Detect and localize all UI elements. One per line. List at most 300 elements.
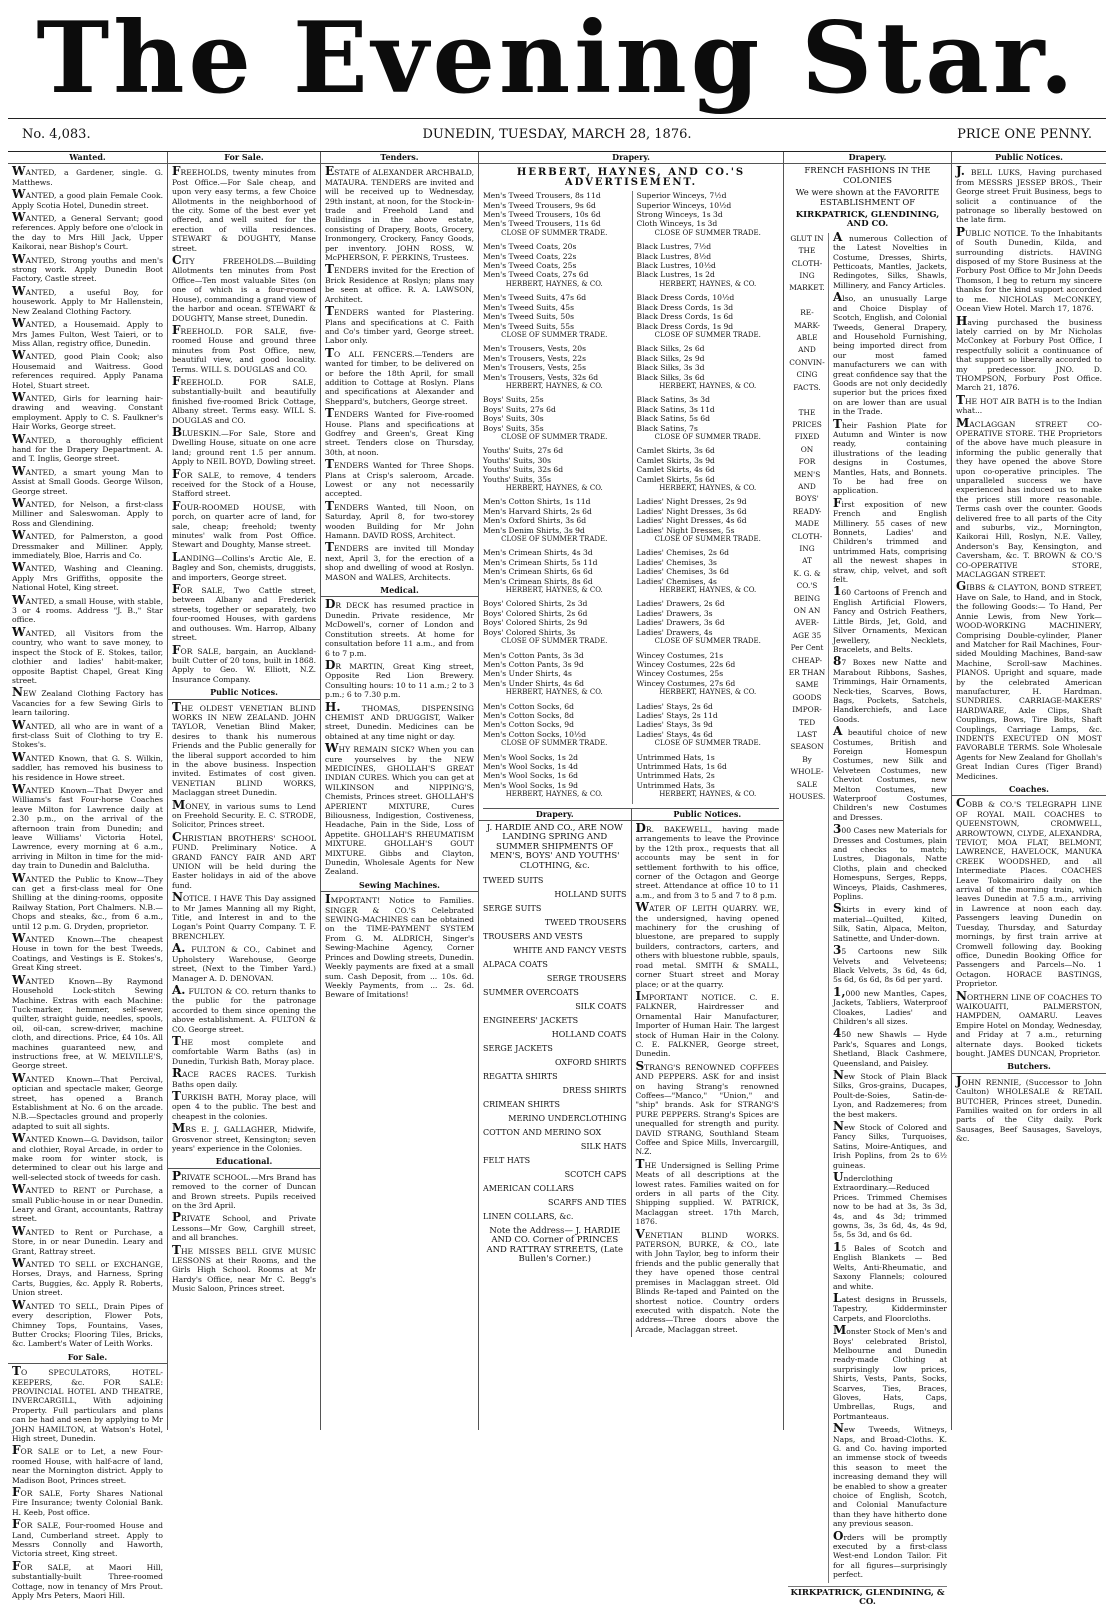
- for-sale-ad: FOR SALE, bargain, an Auckland-built Cutter of 20 tons, built in 1868. Apply to Geo. W. Elliott, N.Z. Insurance Company.: [172, 642, 316, 684]
- fashion-paragraph: Skirts in every kind of material—Quilted, Kilted, Silk, Satin, Alpaca, Melton, Satinette, and Under-down.: [833, 901, 947, 943]
- public-notice-ad: A. FULTON & CO., Cabinet and Upholstery Warehouse, George street, (Next to the Timber Yard.) Manager A. D. DENOVAN.: [172, 941, 316, 983]
- educational-ad: PRIVATE SCHOOL.—Mrs Brand has removed to the corner of Duncan and Brown streets. Pupils received on the 3rd April.: [172, 1168, 316, 1211]
- sidebar-word: RE-: [800, 308, 814, 318]
- price-block: [483, 548, 626, 595]
- price-block-footer: HERBERT, HAYNES, & CO.: [659, 688, 757, 697]
- price-line: Men's Cotton Pants, 3s 3d: [483, 650, 584, 660]
- price-line: Men's Cotton Pants, 3s 9d: [483, 659, 584, 669]
- sidebar-word: BOYS': [795, 494, 819, 504]
- fashion-paragraph: New Stock of Colored and Fancy Silks, Turquoises, Satins, Moire-Antiques, and Irish Poplins, from 2s to 6½ guineas.: [833, 1119, 947, 1170]
- price-block: [483, 191, 626, 238]
- wanted-ad: WANTED, for Palmerston, a good Dressmaker and Milliner. Apply, immediately, Bloe, Harris and Co.: [12, 528, 163, 561]
- price-line: Men's Under Shirts, 4s 6d: [483, 678, 585, 688]
- fashions-intro: We were shown at the FAVORITE ESTABLISHMENT OF: [795, 188, 940, 208]
- price-block-footer: HERBERT, HAYNES, & CO.: [505, 484, 603, 492]
- fashion-paragraph: 1,000 new Mantles, Capes, Jackets, Tabliers, Waterproof Cloakes, Ladies' and Children's all sizes.: [833, 984, 947, 1026]
- price-line: Men's Cotton Socks, 8d: [483, 710, 574, 720]
- price-line: Men's Under Shirts, 4s: [483, 669, 572, 679]
- issue-number: No. 4,083.: [22, 127, 91, 142]
- fashion-paragraph: 450 new Shawls — Hyde Park's, Squares and Longs, Shetland, Black Cashmere, Queensland, and Paisley.: [833, 1026, 947, 1068]
- public-notice-ad: A. FULTON & CO. return thanks to the public for the patronage accorded to them since opening the above establishment. A. FULTON & CO. George street.: [172, 982, 316, 1034]
- price-block-footer: CLOSE OF SUMMER TRADE.: [654, 739, 761, 748]
- sidebar-word: AT: [802, 556, 812, 566]
- section-head-sewing-machines: Sewing Machines.: [321, 880, 478, 892]
- dateline: [8, 118, 1106, 152]
- wanted-ad: WANTED Known, that G. S. Wilkin, saddler, has removed his business to his residence in Howe street.: [12, 749, 163, 782]
- public-notice-ad: MRS E. J. GALLAGHER, Midwife, Grosvenor street, Kensington; seven years' experience in the Colonies.: [172, 1121, 316, 1153]
- sidebar-word: SALE: [796, 779, 818, 789]
- public-notice-ad: STRANG'S RENOWNED COFFEES AND PEPPERS. ASK for and insist on having Strang's renowned Coffees—"Manco," "Union," and "ship" brands. Ask for STRANG'S PURE PEPPERS. Strang's Spices are unequalled for strength and purity. DAVID STRANG, Southland Steam Coffee and Spice Mills, Invercargill, N.Z.: [635, 1058, 779, 1157]
- section-head-drapery-3: Drapery.: [784, 152, 951, 164]
- wanted-ad: WANTED, for Nelson, a first-class Milliner and Saleswoman. Apply to Ross and Glendining.: [12, 496, 163, 528]
- clothing-item: DRESS SHIRTS: [562, 1086, 627, 1096]
- price-line: Wincey Costumes, 25s: [636, 669, 724, 679]
- price-block-footer: CLOSE OF SUMMER TRADE.: [501, 432, 608, 441]
- section-head-for-sale-2: For Sale.: [168, 152, 320, 164]
- section-head-educational: Educational.: [168, 1156, 320, 1168]
- public-notice-ad: THE Undersigned is Selling Prime Meats of all descriptions at the lowest rates. Families waited on for orders in all parts of the City. Shipping supplied. W. PATRICK, Maclaggan street. 17th March, 1876.: [635, 1156, 779, 1227]
- public-notice-ad: THE HOT AIR BATH is to the Indian what...: [956, 392, 1102, 416]
- price-block: [637, 548, 780, 595]
- price-line: Black Lustres, 10½d: [636, 261, 716, 271]
- price-line: Black Dress Cords, 1s 9d: [636, 321, 734, 331]
- price-line: Ladies' Night Dresses, 4s 6d: [636, 516, 747, 526]
- masthead: [0, 0, 1114, 118]
- wanted-ad: WANTED to RENT or Purchase, a small Public-house in or near Dunedin. Leary and Grant, accountants, Rattray street.: [12, 1182, 163, 1224]
- price-line: Men's Tweed Trousers, 8s 11d: [483, 191, 601, 201]
- page-columns: [8, 152, 1106, 1608]
- public-notice-ad: GIBBS & CLAYTON, BOND STREET, Have on Sale, to Hand, and in Stock, the following Goods:— To Hand, Per Annie Lewis, from New York— WOOD-WORKING MACHINERY, Comprising Double-cylinder, Planer and Matcher for Rail Machines, Four-sided Moulding Machines, Band-saw Machine, Scroll-saw Machines. PIANOS. Upright and square, made by the celebrated American manufacturer, H. Hardman. SUNDRIES. CARRIAGE-MAKERS' HARDWARE, Axle Clips, Shaft Couplings, Bows, Tire Bolts, Shaft Couplings, Carriage Lamps, &c. INDENTS EXECUTED ON MOST FAVORABLE TERMS. Sole Wholesale Agents for New Zealand for Ghollah's Great Indian Cures (Tiger Brand) Medicines.: [956, 579, 1102, 781]
- wanted-ad: NEW Zealand Clothing Factory has Vacancies for a few Sewing Girls to learn tailoring.: [12, 685, 163, 718]
- public-notice-ad: WATER OF LEITH QUARRY. WE, the undersigned, having opened machinery for the crushing of bluestone, are prepared to supply builders, contractors, carters, and others with bluestone rubble, spauls, road metal. SMITH & SMALL, corner Stuart street and Moray place; or at the quarry.: [635, 900, 779, 989]
- wanted-ad: WANTED, a General Servant; good references. Apply before one o'clock in the day to Mrs Hill Jack, Upper Kaikorai, near Bishop's Court.: [12, 210, 163, 252]
- wanted-ad: WANTED, a thoroughly efficient hand for the Drapery Department. A. and T. Inglis, George street.: [12, 431, 163, 464]
- public-notice-ad: Having purchased the business lately carried on by Mr Nicholas McConkey at Forbury Post Office, I respectfully solicit a continuance of that support so liberally accorded to my predecessor. JNO. D. THOMPSON, Forbury Post Office. March 21, 1876.: [956, 313, 1102, 393]
- price-line: Youths' Suits, 32s 6d: [483, 465, 564, 475]
- price-line: Black Lustres, 1s 2d: [636, 270, 715, 280]
- price-line: Untrimmed Hats, 1s 6d: [636, 761, 727, 771]
- sidebar-word: READY-: [792, 506, 822, 516]
- for-sale-ad: FREEHOLDS, twenty minutes from Post Office.—For Sale cheap, and upon very easy terms, a few Choice Allotments in the neighborhood of the city. Some of the best ever yet offered, and well suited for the erection of villa residences. STEWART & DOUGHTY, Manse street.: [172, 164, 316, 253]
- price-block: [637, 702, 780, 749]
- fashion-paragraph: 15 Bales of Scotch and English Blankets — Bed Welts, Anti-Rheumatic, and Saxony Flannels; coloured and white.: [833, 1239, 947, 1291]
- wanted-ad: WANTED, Strong youths and men's strong work. Apply Dunedin Boot Factory, Castle street.: [12, 251, 163, 284]
- price-line: Black Satins, 3s 3d: [636, 395, 710, 405]
- sidebar-word: FIXED: [794, 432, 820, 442]
- section-head-medical: Medical.: [321, 585, 478, 597]
- price-line: Ladies' Stays, 2s 6d: [636, 701, 713, 711]
- price-line: Men's Tweed Coats, 27s 6d: [483, 270, 589, 280]
- wanted-ad: WANTED TO SELL, Drain Pipes of every description, Flower Pots, Chimney Tops, Fountains, Vases, Butter Crocks; Flooring Tiles, Bricks, &c. Lambert's Water of Leith Works.: [12, 1297, 163, 1349]
- price-line: Ladies' Night Dresses, 3s 6d: [636, 506, 747, 516]
- tender-ad: TENDERS Wanted for Five-roomed House. Plans and specifications at Godfrey and Green's, Great King street. Tenders close on Thursday, 30th, at noon.: [325, 406, 474, 457]
- clothing-item: ALPACA COATS: [483, 960, 548, 970]
- price-line: Ladies' Drawers, 4s: [636, 627, 713, 637]
- tender-ad: TENDERS invited for the Erection of Brick Residence at Roslyn; plans may be seen at office. R. A. LAWSON, Architect.: [325, 262, 474, 304]
- price-line: Black Silks, 3s 6d: [636, 372, 705, 382]
- price-line: Men's Wool Socks, 1s 2d: [483, 752, 579, 762]
- fashions-title: FRENCH FASHIONS IN THE COLONIES: [804, 166, 931, 186]
- price-line: Camlet Skirts, 3s 9d: [636, 455, 715, 465]
- fashion-paragraph: Their Fashion Plate for Autumn and Winter is now ready, containing illustrations of the leading designs in Costumes, Mantles, Hats, and Bonnets. To be had free on application.: [833, 416, 947, 496]
- clothing-item: SILK COATS: [575, 1002, 627, 1012]
- educational-ad: PRIVATE School, and Private Lessons—Mr Gow, Carghill street, and all branches.: [172, 1210, 316, 1243]
- price-line: Men's Trousers, Vests, 32s 6d: [483, 372, 599, 382]
- sidebar-word: THE: [798, 407, 816, 417]
- price-line: Men's Crimean Shirts, 4s 3d: [483, 548, 593, 558]
- public-notice-ad: MACLAGGAN STREET CO-OPERATIVE STORE. THE Proprietors of the above have much pleasure in informing the public generally that they have opened the above Store upon co-operative principles. The unparalleled success we have experienced has induced us to make the prices still more reasonable. Terms cash over the counter. Goods delivered free to all parts of the City and suburbs, viz., Mornington, Kaikorai Hill, Roslyn, N.E. Valley, Anderson's Bay, Kensington, and Caversham, &c. T. BROWN & CO.'S CO-OPERATIVE STORE, MACLAGGAN STREET.: [956, 415, 1102, 580]
- price-line: Men's Tweed Suits, 55s: [483, 321, 574, 331]
- fashion-paragraph: First exposition of new French and English Millinery. 55 cases of new Bonnets, Ladies' and Children's trimmed and untrimmed Hats, comprising all the newest shapes in straw, chip, velvet, and soft felt.: [833, 495, 947, 585]
- sidebar-word: WHOLE-: [790, 767, 824, 777]
- price-line: Wincey Costumes, 22s 6d: [636, 659, 736, 669]
- public-notice-ad: MONEY, in various sums to Lend on Freehold Security. E. C. STRODE, Solicitor, Princes street.: [172, 797, 316, 830]
- column-tenders: [321, 152, 479, 1430]
- price-line: Black Dress Cords, 1s 3d: [636, 302, 734, 312]
- column-public-notices: [952, 152, 1106, 1430]
- tender-ad: TO ALL FENCERS.—Tenders are wanted for timber, to be delivered on or before the 18th April, for small addition to Cottage at Roslyn. Plans and specifications at Alexander and Sheppard's, butchers, George street.: [325, 345, 474, 406]
- wanted-ad: WANTED, a small House, with stable, 3 or 4 rooms. Address "J. B.," Star office.: [12, 592, 163, 625]
- price-block-footer: CLOSE OF SUMMER TRADE.: [654, 535, 761, 544]
- medical-ad: DR DECK has resumed practice in Dunedin. Private residence, Mr McDowell's, corner of London and Constitution streets. At home for consultation before 11 a.m., and from 6 to 7 p.m.: [325, 597, 474, 658]
- price-line: Men's Tweed Coats, 22s: [483, 251, 577, 261]
- column-kirkpatrick: [784, 152, 952, 1608]
- price-block-footer: CLOSE OF SUMMER TRADE.: [501, 330, 608, 339]
- sidebar-word: K. G. &: [793, 568, 821, 578]
- price-block: [637, 242, 780, 289]
- column-herbert-haynes: [479, 152, 784, 1430]
- public-notice-ad: PUBLIC NOTICE. To the Inhabitants of South Dunedin, Kilda, and surrounding districts. HAVING disposed of my Store Business at the Forbury Post Office to Mr John Deeds Thomson, I beg to return my sincere thanks for the kind support accorded to me. NICHOLAS McCONKEY, Ocean View Hotel. March 17, 1876.: [956, 224, 1102, 314]
- clothing-item: AMERICAN COLLARS: [483, 1184, 575, 1194]
- public-notice-ad: THE most complete and comfortable Warm Baths (as) in Dunedin, Turkish Bath, Moray place.: [172, 1033, 316, 1066]
- price-line: Men's Denim Shirts, 3s 9d: [483, 525, 585, 535]
- sidebar-word: [788, 394, 826, 406]
- price-line: Ladies' Drawers, 3s: [636, 608, 713, 618]
- price-line: Black Silks, 2s 9d: [636, 353, 705, 363]
- price-line: Men's Harvard Shirts, 2s 6d: [483, 506, 592, 516]
- for-sale-ad: BLUESKIN.—For Sale, Store and Dwelling House, situate on one acre land; ground rent 1.5 per annum. Apply to NEIL BOYD, Dowling street.: [172, 424, 316, 467]
- price-line: Black Silks, 3s 3d: [636, 363, 705, 373]
- price-block-footer: CLOSE OF SUMMER TRADE.: [501, 637, 608, 646]
- sidebar-word: CING: [796, 370, 818, 380]
- fashion-paragraph: 160 Cartoons of French and English Artificial Flowers, Fancy and Ostrich Feathers, Little Birds, Jet, Gold, and Silver Ornaments, Mexican Jewellery, Necklets, Bracelets, and Belts.: [833, 584, 947, 654]
- price-block: [483, 242, 626, 289]
- wanted-ad: WANTED, a useful Boy, for housework. Apply to Mr Hallenstein, New Zealand Clothing Factory.: [12, 283, 163, 316]
- clothing-item: CRIMEAN SHIRTS: [483, 1100, 560, 1110]
- price-line: Boys' Suits, 35s: [483, 423, 544, 433]
- sidebar-word: TED: [798, 717, 816, 727]
- for-sale-ad: FREEHOLD. FOR SALE, five-roomed House and ground three minutes from Post Office, new, beautiful view, and good locality. Terms. WILL S. DOUGLAS and CO.: [172, 322, 316, 374]
- tender-ad: ESTATE of ALEXANDER ARCHBALD, MATAURA. TENDERS are invited and will be received up to Wednesday, 29th instant, at noon, for the Stock-in-trade and Freehold Land and Buildings in the above estate, consisting of Drapery, Boots, Grocery, Ironmongery, Crockery, Fancy Goods, per inventory. JOHN ROSS, W. McPHERSON, F. PERKINS, Trustees.: [325, 164, 474, 263]
- price-block: [483, 702, 626, 749]
- butcher-ad: JOHN RENNIE, (Successor to John Caulton) WHOLESALE & RETAIL BUTCHER, Princes street, Dunedin. Families waited on for orders in all parts of the City daily. Pork Sausages, Beef Sausages, Saveloys, &c.: [956, 1073, 1102, 1144]
- wanted-ad: WANTED the Public to Know—They can get a first-class meal for One Shilling at the dining-rooms, opposite Railway Station, Port Chalmers. N.B.—Chops and steaks, &c., from 6 a.m., until 12 p.m. G. Dryden, proprietor.: [12, 870, 163, 931]
- wanted-ad: WANTED, a smart young Man to Assist at Small Goods. George Wilson, George street.: [12, 463, 163, 496]
- price-line: Men's Wool Socks, 1s 4d: [483, 761, 579, 771]
- clothing-item: SUMMER OVERCOATS: [483, 988, 579, 998]
- price-block-footer: HERBERT, HAYNES, & CO.: [505, 586, 603, 595]
- section-head-drapery: Drapery.: [479, 152, 783, 164]
- price-line: Youths' Suits, 35s: [483, 474, 552, 484]
- clothing-item: COTTON AND MERINO SOX: [483, 1128, 602, 1138]
- price-line: Men's Wool Socks, 1s 6d: [483, 771, 579, 781]
- price-line: Camlet Skirts, 4s 6d: [636, 465, 715, 475]
- fashion-paragraph: 35 Cartoons new Silk Velvets and Velveteens; Black Velvets, 3s 6d, 4s 6d, 5s 6d, 6s 6d, 8s 6d per yard.: [833, 943, 947, 985]
- clothing-item: WHITE AND FANCY VESTS: [513, 946, 627, 956]
- price-line: Ladies' Drawers, 3s 6d: [636, 618, 725, 628]
- section-head-drapery-2: Drapery.: [479, 809, 631, 821]
- price-block-footer: HERBERT, HAYNES, & CO.: [505, 381, 603, 390]
- price-block-footer: CLOSE OF SUMMER TRADE.: [654, 637, 761, 646]
- sidebar-word: [788, 295, 826, 307]
- sewing-machine-ad: IMPORTANT! Notice to Families. SINGER & CO.'S Celebrated SEWING-MACHINES can be obtained on the TIME-PAYMENT SYSTEM From G. M. ALDRICH, Singer's Sewing-Machine Agency, Corner Princes and Dowling streets, Dunedin. Weekly payments are fixed at a small sum. Cash Deposit, from ... 10s. 6d. Weekly Payments, from ... 2s. 6d. Beware of Imitations!: [325, 892, 474, 1000]
- section-head-public-notices-3: Public Notices.: [952, 152, 1106, 164]
- price-line: Men's Tweed Trousers, 10s 6d: [483, 210, 601, 220]
- price-line: Men's Trousers, Vests, 25s: [483, 363, 586, 373]
- price-block: [483, 293, 626, 340]
- price-line: Ladies' Chemises, 3s: [636, 557, 717, 567]
- price-line: Men's Cotton Socks, 9d: [483, 720, 574, 730]
- fashion-paragraph: 300 Cases new Materials for Dresses and Costumes, plain and checks to match; Lustres, Diagonals, Natte Cloths, plain and checked Homespuns, Serges, Repps, Winceys, Plaids, Cashmeres, Poplins.: [833, 822, 947, 902]
- wanted-ad: WANTED, all Visitors from the country, who want to save money, to inspect the Stock of E. Stokes, tailor, clothier and ladies' habit-maker, opposite Baptist Chapel, Great King street.: [12, 624, 163, 685]
- sidebar-word: By: [802, 754, 812, 764]
- price-line: Untrimmed Hats, 3s: [636, 780, 715, 790]
- price-line: Ladies' Chemises, 3s 6d: [636, 567, 730, 577]
- price-line: Ladies' Stays, 4s 6d: [636, 729, 713, 739]
- public-notice-ad: DR. BAKEWELL, having made arrangements to leave the Province by the 12th prox., requests that all accounts may be sent in for settlement forthwith to his office, corner of the Octagon and George street. Attendance at office 10 to 11 a.m., and from 3 to 5 and 7 to 8 p.m.: [635, 821, 779, 900]
- sidebar-word: MADE: [794, 519, 820, 529]
- clothing-item: TWEED SUITS: [483, 876, 544, 886]
- price-line: Men's Tweed Coats, 25s: [483, 261, 577, 271]
- public-notice-ad: RACE RACES RACES. Turkish Baths open daily.: [172, 1066, 316, 1089]
- clothing-item: SERGE JACKETS: [483, 1044, 553, 1054]
- price-line: Boys' Colored Shirts, 2s 9d: [483, 618, 588, 628]
- clothing-item: SCARFS AND TIES: [547, 1198, 627, 1208]
- wanted-ad: WANTED, a Gardener, single. G. Matthews.: [12, 164, 163, 187]
- price-line: Men's Tweed Coats, 20s: [483, 242, 577, 252]
- price-line: Men's Tweed Trousers, 9s 6d: [483, 200, 596, 210]
- price-line: Men's Wool Socks, 1s 9d: [483, 780, 579, 790]
- price: PRICE ONE PENNY.: [957, 127, 1092, 142]
- price-line: Black Silks, 2s 6d: [636, 344, 705, 354]
- medical-ad: DR MARTIN, Great King street, Opposite Red Lion Brewery. Consulting hours: 10 to 11 a.m.; 2 to 3 p.m.; 6 to 7.30 p.m.: [325, 657, 474, 700]
- price-line: Boys' Colored Shirts, 2s 3d: [483, 599, 588, 609]
- kirkpatrick-firm: KIRKPATRICK, GLENDINING, AND CO.: [795, 210, 940, 230]
- price-line: Camlet Skirts, 5s 6d: [636, 474, 715, 484]
- price-block-footer: CLOSE OF SUMMER TRADE.: [501, 739, 608, 748]
- price-line: Black Dress Cords, 1s 6d: [636, 312, 734, 322]
- sidebar-word: ING: [799, 271, 815, 281]
- price-line: Black Lustres, 8½d: [636, 251, 712, 261]
- clothing-item: LINEN COLLARS, &c.: [483, 1212, 574, 1222]
- sidebar-word: BEING: [793, 593, 821, 603]
- price-line: Men's Cotton Shirts, 1s 11d: [483, 497, 591, 507]
- price-block-footer: HERBERT, HAYNES, & CO.: [659, 586, 757, 595]
- for-sale-ad: FREEHOLD. FOR SALE, substantially-built and beautifully finished five-roomed Brick Cottage, Albany street. Terms easy. WILL S. DOUGLAS and CO.: [172, 373, 316, 425]
- clothing-item: SERGE TROUSERS: [546, 974, 627, 984]
- price-line: Cloth Winceys, 1s 3d: [636, 219, 718, 229]
- sidebar-word: IMPOR-: [792, 705, 822, 715]
- price-block-footer: HERBERT, HAYNES, & CO.: [659, 790, 757, 799]
- price-block: [483, 497, 626, 544]
- price-line: Youths' Suits, 27s 6d: [483, 446, 564, 456]
- wanted-ad: WANTED Known—By Raymond Household Lock-stitch Sewing Machine. Extras with each Machine: Tuck-marker, hemmer, self-sewer, quilter, straight guide, needles, spools, oil, oil-can, screw-driver, machine cloth, and directions. Price, £4 10s. All machines guaranteed new, and instructions free, at W. MELVILLE'S, George street.: [12, 972, 163, 1071]
- price-line: Men's Tweed Trousers, 11s 6d: [483, 219, 601, 229]
- price-line: Boys' Colored Shirts, 2s 6d: [483, 608, 588, 618]
- public-notice-ad: THE OLDEST VENETIAN BLIND WORKS IN NEW ZEALAND. JOHN TAYLOR, Venetian Blind Maker, desires to thank his numerous Friends and the Public generally for the liberal support accorded to him in the above business. Inspection invited. Estimates of cost given. VENETIAN BLIND WORKS, Maclaggan street Dunedin.: [172, 699, 316, 798]
- sidebar-word: ON AN: [793, 606, 821, 615]
- fashion-paragraph: A numerous Collection of the Latest Novelties in Costume, Dresses, Shirts, Petticoats, Mantles, Jackets, Redingotes, Silks, Shawls, Millinery, and Fancy Articles.: [833, 229, 947, 290]
- price-line: Black Dress Cords, 10½d: [636, 293, 735, 303]
- wanted-ad: WANTED Known—That Percival, optician and spectacle maker, George street, has opened a Branch Establishment at No. 6 on the arcade. N.B.—Spectacles ground and properly adapted to suit all sights.: [12, 1070, 163, 1131]
- wanted-ad: WANTED TO SELL or EXCHANGE, Horses, Drays, and Harness, Spring Carts, Buggies, &c. Apply R. Roberts, Union street.: [12, 1256, 163, 1298]
- fashion-paragraph: New Tweeds, Witneys, Naps, and Broad-Cloths. K. G. and Co. having imported an immense stock of tweeds this season to meet the increasing demand they will be enabled to show a greater choice of English, Scotch, and Colonial Manufacture than they have hitherto done any previous season.: [833, 1421, 947, 1529]
- for-sale-ad: LANDING—Collins's Arctic Ale, E. Bagley and Son, chemists, druggists, and importers, George street.: [172, 549, 316, 582]
- sidebar-word: HOUSES.: [788, 792, 826, 802]
- place-date: DUNEDIN, TUESDAY, MARCH 28, 1876.: [422, 127, 692, 142]
- clothing-item: SCOTCH CAPS: [564, 1170, 627, 1180]
- section-head-tenders: Tenders.: [321, 152, 478, 164]
- for-sale-ad: FOUR-ROOMED HOUSE, with porch, on quarter acre of land, for sale, cheap; freehold; twenty minutes' walk from Post Office. Stewart and Doughty, Manse street.: [172, 498, 316, 550]
- price-line: Superior Winceys, 10½d: [636, 200, 732, 210]
- clothing-item: TWEED TROUSERS: [544, 918, 627, 928]
- price-block: [483, 446, 626, 493]
- price-block-footer: HERBERT, HAYNES, & CO.: [505, 688, 603, 697]
- fashion-paragraph: Also, an unusually Large and Choice Display of Scotch, English, and Colonial Tweeds, General Drapery, and Household Furnishing, being imported direct from our most famed manufacturers we can with great confidence say that the Goods are not only decidedly superior but the prices fixed on are lower than are usual in the Trade.: [833, 290, 947, 417]
- price-line: Wincey Costumes, 27s 6d: [636, 678, 736, 688]
- sidebar-word: AVER-: [795, 618, 819, 628]
- clothing-item: OXFORD SHIRTS: [554, 1058, 627, 1068]
- wanted-ad: WANTED, all who are in want of a first-class Suit of Clothing to try E. Stokes's.: [12, 717, 163, 750]
- sidebar-word: AGE 35: [792, 630, 822, 640]
- sidebar-word: CLOTH-: [791, 531, 823, 541]
- section-head-public-notices: Public Notices.: [168, 687, 320, 699]
- sidebar-word: THE: [798, 246, 816, 256]
- for-sale-ad: FOR SALE, to remove, 4 tenders received for the Stock of a House, Stafford street.: [172, 466, 316, 499]
- fashion-paragraph: New Stock of Plain Black Silks, Gros-grains, Ducapes, Poult-de-Soies, Satin-de-Lyon, and Radzemeres; from the best makers.: [833, 1067, 947, 1119]
- sidebar-word: ER THAN: [788, 668, 826, 678]
- fashion-paragraph: A beautiful choice of new Costumes, British and Foreign Homespun Costumes, new Silk and Velveteen Costumes, new Cheviot Costumes, new Melton Costumes, new Waterproof Costumes, Children's new Costumes and Dresses.: [833, 724, 947, 822]
- clothing-item: SERGE SUITS: [483, 904, 542, 914]
- sidebar-word: GLUT IN: [790, 233, 824, 243]
- price-block-footer: CLOSE OF SUMMER TRADE.: [654, 228, 761, 237]
- public-notice-ad: CHRISTIAN BROTHERS' SCHOOL FUND. Preliminary Notice. A GRAND FANCY FAIR AND ART UNION will be held during the Easter holidays in aid of the above fund.: [172, 829, 316, 890]
- sidebar-word: ON: [800, 444, 814, 454]
- wanted-ad: WANTED Known—The cheapest House in town for the best Tweeds, Coatings, and Vestings is E. Stokes's, Great King street.: [12, 931, 163, 973]
- hardie-heading: J. HARDIE AND CO., ARE NOW LANDING SPRING AND SUMMER SHIPMENTS OF MEN'S, BOYS' AND YOUTHS' CLOTHING, &c.: [486, 823, 623, 871]
- price-line: Strong Winceys, 1s 3d: [636, 210, 723, 220]
- fashion-paragraph: Monster Stock of Men's and Boys' celebrated Bristol, Melbourne and Dunedin ready-made Clothing at surprisingly low prices, Shirts, Vests, Pants, Socks, Scarves, Ties, Braces, Gloves, Hats, Caps, Umbrellas, Rugs, and Portmanteaus.: [833, 1323, 947, 1421]
- column-wanted: [8, 152, 168, 1601]
- sidebar-word: GOODS: [792, 692, 822, 702]
- sidebar-word: LAST: [796, 730, 818, 740]
- wanted-ad: WANTED Known—G. Davidson, tailor and clothier, Royal Arcade, in order to make room for winter stock, is determined to clear out his large and well-selected stock of tweeds for cash.: [12, 1131, 163, 1182]
- section-head-wanted: Wanted.: [8, 152, 167, 164]
- price-block: [483, 395, 626, 442]
- price-line: Black Satins, 3s 11d: [636, 404, 715, 414]
- for-sale-ad: FOR SALE, at Maori Hill, substantially-built Three-roomed Cottage, now in tenancy of Mrs Prout. Apply Mrs Peters, Maori Hill.: [12, 1558, 163, 1601]
- price-line: Men's Crimean Shirts, 5s 11d: [483, 557, 598, 567]
- sidebar-word: MEN'S: [793, 469, 821, 479]
- coach-ad: NORTHERN LINE OF COACHES TO WAIKOUAITI, PALMERSTON, HAMPDEN, OAMARU. Leaves Empire Hotel on Monday, Wednesday, and Friday at 7 a.m., returning alternate days. Booked tickets bought. JAMES DUNCAN, Proprietor.: [956, 988, 1102, 1058]
- medical-ad: WHY REMAIN SICK? When you can cure yourselves by the NEW MEDICINES, GHOLLAH'S GREAT INDIAN CURES. Which you can get at WILKINSON and NIPPING'S, Chemists, Princes street. GHOLLAH'S APERIENT MIXTURE, Cures Biliousness, Indigestion, Costiveness, Headache, Pain in the Side, Loss of Appetite. GHOLLAH'S RHEUMATISM MIXTURE. GHOLLAH'S GOUT MIXTURE. Gibbs and Clayton, Dunedin, Wholesale Agents for New Zealand.: [325, 741, 474, 877]
- fashion-paragraph: Orders will be promptly executed by a first-class West-end London Tailor. Fit for all figures—surprisingly perfect.: [833, 1528, 947, 1580]
- fashion-paragraph: 87 Boxes new Natte and Marabout Ribbons, Sashes, Trimmings, Hair Ornaments, Neck-ties, Scarves, Bows, Bags, Pockets, Satchels, Handkerchiefs, and Lace Goods.: [833, 654, 947, 724]
- sidebar-word: MARK-: [794, 320, 820, 330]
- price-line: Men's Tweed Suits, 50s: [483, 312, 574, 322]
- public-notice-ad: NOTICE. I HAVE This Day assigned to Mr James Manning all my Right, Title, and Interest in and to the Logan's Point Quarry Company. T. F. BRENCHLEY.: [172, 890, 316, 941]
- clothing-item: SILK HATS: [580, 1142, 627, 1152]
- sidebar-word: ING: [799, 543, 815, 553]
- price-block-footer: HERBERT, HAYNES, & CO.: [659, 279, 757, 288]
- hardie-address: Note the Address— J. HARDIE AND CO. Corner of PRINCES AND RATTRAY STREETS, (Late Bullen's Corner.): [486, 1226, 624, 1265]
- sidebar-word: CLOTH-: [791, 258, 823, 268]
- sidebar-word: Per Cent: [790, 643, 824, 653]
- sidebar-word: CONVIN-: [789, 357, 825, 367]
- sidebar-word: CHEAP-: [792, 655, 822, 665]
- price-line: Black Lustres, 7½d: [636, 242, 712, 252]
- price-block: [637, 395, 780, 442]
- wanted-ad: WANTED to Rent or Purchase, a Store, in or near Dunedin. Leary and Grant, Rattray street.: [12, 1223, 163, 1256]
- price-line: Black Satins, 5s 6d: [636, 414, 710, 424]
- price-block: [637, 446, 780, 493]
- for-sale-ad: FOR SALE, Two Cattle street, between Albany and Frederick streets, together or separately, two four-roomed Houses, with gardens and outhouses. Wm. Harrop, Albany street.: [172, 582, 316, 643]
- sidebar-word: SEASON: [790, 742, 824, 752]
- coach-ad: COBB & CO.'S TELEGRAPH LINE OF ROYAL MAIL COACHES to QUEENSTOWN, CROMWELL, ARROWTOWN, CLYDE, ALEXANDRA, TEVIOT, MOA FLAT, BELMONT, LAWRENCE, HAVELOCK, MANUKA CREEK WOODSHED, and all Intermediate Places. COACHES Leave Tokomairiro daily on the arrival of the morning train, which leaves Dunedin at 7.5 a.m., arriving in Lawrence at noon each day. Passengers leaving Dunedin on Tuesday, Thursday, and Saturday mornings, by first train arrive at Cromwell following day. Booking office, Dunedin Booking Office for Passengers and Parcels—No. 1 Octagon. HORACE BASTINGS, Proprietor.: [956, 796, 1102, 989]
- sidebar-word: PRICES: [792, 419, 822, 429]
- wanted-ad: WANTED Known—That Dwyer and Williams's fast Four-horse Coaches leave Milton for Lawrence daily at 2.30 p.m., on the arrival of the afternoon train from Dunedin; and leave Williams' Victoria Hotel, Lawrence, every morning at 6 a.m., arriving in Milton in time for the mid-day train to Dunedin and Balclutha.: [12, 781, 163, 871]
- section-head-for-sale: For Sale.: [8, 1352, 167, 1364]
- price-line: Youths' Suits, 30s: [483, 455, 552, 465]
- price-block: [637, 651, 780, 698]
- price-line: Men's Trousers, Vests, 20s: [483, 344, 586, 354]
- price-line: Men's Cotton Socks, 10½d: [483, 729, 587, 739]
- price-line: Ladies' Chemises, 2s 6d: [636, 548, 730, 558]
- public-notice-ad: VENETIAN BLIND WORKS. PATERSON, BURKE, & CO., late with John Taylor, beg to inform their friends and the public generally that they have opened those central premises in Maclaggan street. Old Blinds Re-taped and Painted on the shortest notice. Country orders executed with dispatch. Note the address—Three doors above the Arcade, Maclaggan street.: [635, 1226, 779, 1334]
- kirkpatrick-footer: KIRKPATRICK, GLENDINING, & CO.: [788, 1586, 947, 1608]
- price-line: Men's Cotton Socks, 6d: [483, 701, 574, 711]
- section-head-butchers: Butchers.: [952, 1061, 1106, 1073]
- price-line: Ladies' Stays, 2s 11d: [636, 710, 718, 720]
- price-line: Ladies' Drawers, 2s 6d: [636, 599, 725, 609]
- price-block: [483, 753, 626, 800]
- price-block-footer: CLOSE OF SUMMER TRADE.: [654, 330, 761, 339]
- price-line: Wincey Costumes, 21s: [636, 650, 724, 660]
- fashion-paragraph: Underclothing Extraordinary.—Reduced Prices. Trimmed Chemises now to be had at 3s, 3s 3d, 4s, and 4s 3d; trimmed gowns, 3s, 3s 6d, 4s, 4s 9d, 5s, 5s 3d, and 6s 6d.: [833, 1170, 947, 1240]
- herbert-haynes-banner: HERBERT, HAYNES, AND CO.'S ADVERTISEMENT.: [516, 167, 746, 188]
- price-line: Untrimmed Hats, 2s: [636, 771, 715, 781]
- price-block: [483, 344, 626, 391]
- price-block-footer: HERBERT, HAYNES, & CO.: [505, 790, 603, 799]
- fashion-paragraph: Latest designs in Brussels, Tapestry, Kidderminster Carpets, and Floorcloths.: [833, 1290, 947, 1323]
- price-block: [637, 599, 780, 646]
- price-block: [637, 344, 780, 391]
- sidebar-word: CO.'S: [796, 581, 818, 591]
- tender-ad: TENDERS Wanted for Three Shops. Plans at Crisp's saleroom, Arcade. Lowest or any not necessarily accepted.: [325, 457, 474, 499]
- wanted-ad: WANTED, a Housemaid. Apply to Mrs James Fulton, West Taieri, or to Miss Allan, registry office, Dunedin.: [12, 316, 163, 348]
- price-line: Boys' Suits, 25s: [483, 395, 544, 405]
- sidebar-word: ABLE: [796, 333, 818, 343]
- price-line: Men's Crimean Shirts, 6s 6d: [483, 567, 593, 577]
- price-line: Boys' Suits, 27s 6d: [483, 404, 556, 414]
- for-sale-ad: FOR SALE, Forty Shares National Fire Insurance; twenty Colonial Bank. H. Keeb, Post office.: [12, 1485, 163, 1517]
- price-line: Men's Tweed Suits, 47s 6d: [483, 293, 587, 303]
- price-line: Men's Tweed Suits, 45s: [483, 302, 574, 312]
- price-block-footer: CLOSE OF SUMMER TRADE.: [501, 228, 608, 237]
- price-block: [483, 651, 626, 698]
- price-block: [637, 753, 780, 800]
- sidebar-word: MARKET.: [789, 283, 825, 293]
